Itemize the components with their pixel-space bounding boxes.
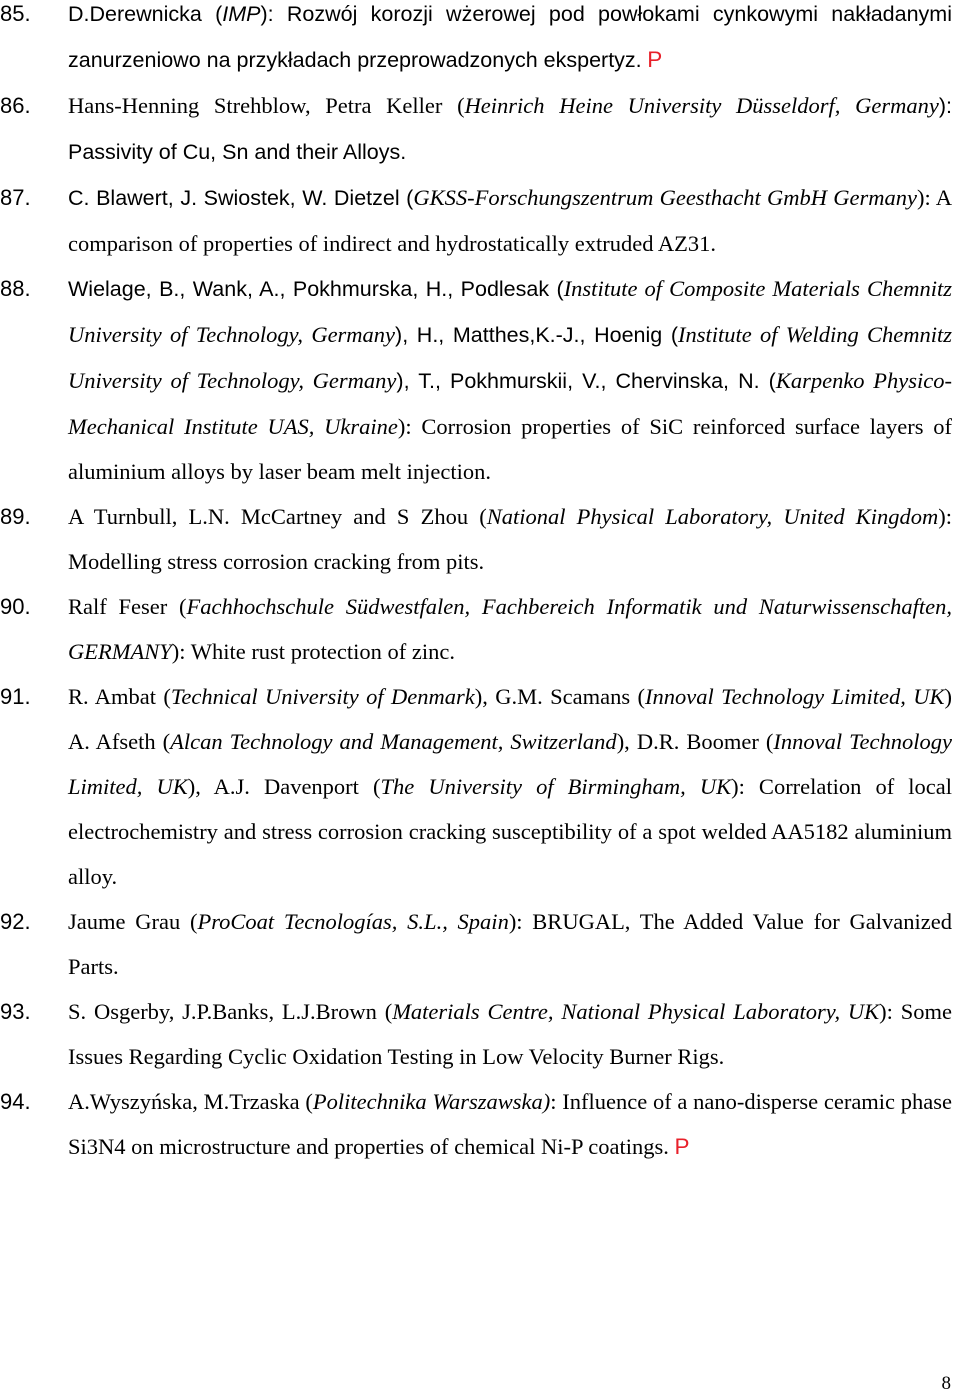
entry-number: 92.	[0, 909, 31, 934]
entry-number: 90.	[0, 594, 31, 619]
entry-authors: A Turnbull, L.N. McCartney and S Zhou (	[68, 504, 487, 529]
entry-authors: ), G.M. Scamans (	[474, 684, 646, 709]
entry-authors: ), T., Pokhmurskii, V., Chervinska, N. (	[396, 369, 776, 393]
reference-entry-87	[0, 175, 960, 266]
reference-entry-92	[0, 899, 960, 989]
presentation-marker: P	[647, 47, 663, 72]
entry-authors: S. Osgerby, J.P.Banks, L.J.Brown (	[68, 999, 393, 1024]
entry-affiliation: Politechnika Warszawska)	[312, 1089, 551, 1114]
page-number: 8	[941, 1373, 951, 1394]
entry-affiliation: Technical University of Denmark	[170, 684, 475, 709]
entry-number: 93.	[0, 999, 31, 1024]
entry-affiliation: National Physical Laboratory, United Kingdom	[486, 504, 939, 529]
entry-number: 91.	[0, 684, 31, 709]
entry-affiliation: Materials Centre, National Physical Laboratory, UK	[392, 999, 880, 1024]
entry-affiliation: ProCoat Tecnologías, S.L., Spain	[197, 909, 509, 934]
entry-affiliation: Institute of Composite Materials Chemnitz University of Technology, Germany	[68, 276, 952, 347]
presentation-marker: P	[674, 1134, 690, 1159]
entry-authors: Wielage, B., Wank, A., Pokhmurska, H., Podlesak (	[68, 277, 564, 301]
entry-authors: R. Ambat (	[68, 684, 171, 709]
entry-affiliation: Karpenko Physico-Mechanical Institute UAS, Ukraine	[68, 368, 952, 439]
entry-authors: A.Wyszyńska, M.Trzaska (	[68, 1089, 313, 1114]
entry-authors: ), A.J. Davenport (	[187, 774, 381, 799]
entry-title: ): Correlation of local electrochemistry and stress corrosion cracking susceptibility of a spot welded AA5182 aluminium alloy.	[68, 774, 953, 889]
entry-title: ): White rust protection of zinc.	[171, 639, 455, 664]
reference-entry-88	[0, 266, 960, 494]
entry-affiliation: Innoval Technology Limited, UK	[68, 729, 952, 799]
entry-title: ): Rozwój korozji wżerowej pod powłokami cynkowymi nakładanymi zanurzeniowo na przykładach przeprowadzonych ekspertyz.	[68, 2, 952, 72]
entry-title: ): A comparison of properties of indirect and hydrostatically extruded AZ31.	[68, 185, 952, 256]
entry-affiliation: Innoval Technology Limited, UK	[645, 684, 945, 709]
entry-affiliation: IMP	[222, 2, 261, 26]
entry-authors: Jaume Grau (	[68, 909, 198, 934]
reference-entry-93	[0, 989, 960, 1079]
entry-affiliation: Heinrich Heine University Düsseldorf, Germany	[464, 93, 939, 118]
reference-entry-89	[0, 494, 960, 584]
entry-authors: ), H., Matthes,K.-J., Hoenig (	[395, 323, 679, 347]
entry-title: ): Modelling stress corrosion cracking from pits.	[68, 504, 952, 574]
entry-affiliation: Alcan Technology and Management, Switzerland	[170, 729, 617, 754]
reference-entry-91	[0, 674, 960, 899]
reference-entry-94	[0, 1079, 960, 1169]
entry-number: 86.	[0, 93, 31, 118]
entry-number: 87.	[0, 185, 31, 210]
entry-authors: ) A. Afseth (	[68, 684, 952, 754]
entry-number: 88.	[0, 276, 31, 301]
entry-number: 85.	[0, 1, 31, 26]
entry-number: 94.	[0, 1089, 31, 1114]
entry-authors: D.Derewnicka (	[68, 2, 223, 26]
reference-entry-85	[0, 0, 960, 83]
reference-entry-86	[0, 83, 960, 175]
entry-authors: Ralf Feser (	[68, 594, 187, 619]
entry-title: ): Some Issues Regarding Cyclic Oxidation Testing in Low Velocity Burner Rigs.	[68, 999, 952, 1069]
entry-affiliation: Fachhochschule Südwestfalen, Fachbereich Informatik und Naturwissenschaften, GERMANY	[68, 594, 953, 664]
entry-affiliation: The University of Birmingham, UK	[380, 774, 732, 799]
entry-title: : Influence of a nano-disperse ceramic phase Si3N4 on microstructure and properties of chemical Ni-P coatings.	[68, 1089, 953, 1159]
entry-title: ): Corrosion properties of SiC reinforced surface layers of aluminium alloys by laser beam melt injection.	[68, 414, 952, 484]
entry-authors: Hans-Henning Strehblow, Petra Keller (	[68, 93, 465, 118]
entry-number: 89.	[0, 504, 31, 529]
reference-entry-90	[0, 584, 960, 674]
entry-title: ): Passivity of Cu, Sn and their Alloys.	[68, 94, 952, 164]
entry-authors: C. Blawert, J. Swiostek, W. Dietzel (	[68, 186, 414, 210]
entry-affiliation: GKSS-Forschungszentrum Geesthacht GmbH Germany	[413, 185, 917, 210]
entry-title: ): BRUGAL, The Added Value for Galvanized Parts.	[68, 909, 952, 979]
entry-authors: ), D.R. Boomer (	[616, 729, 774, 754]
entry-affiliation: Institute of Welding Chemnitz University of Technology, Germany	[68, 322, 952, 393]
